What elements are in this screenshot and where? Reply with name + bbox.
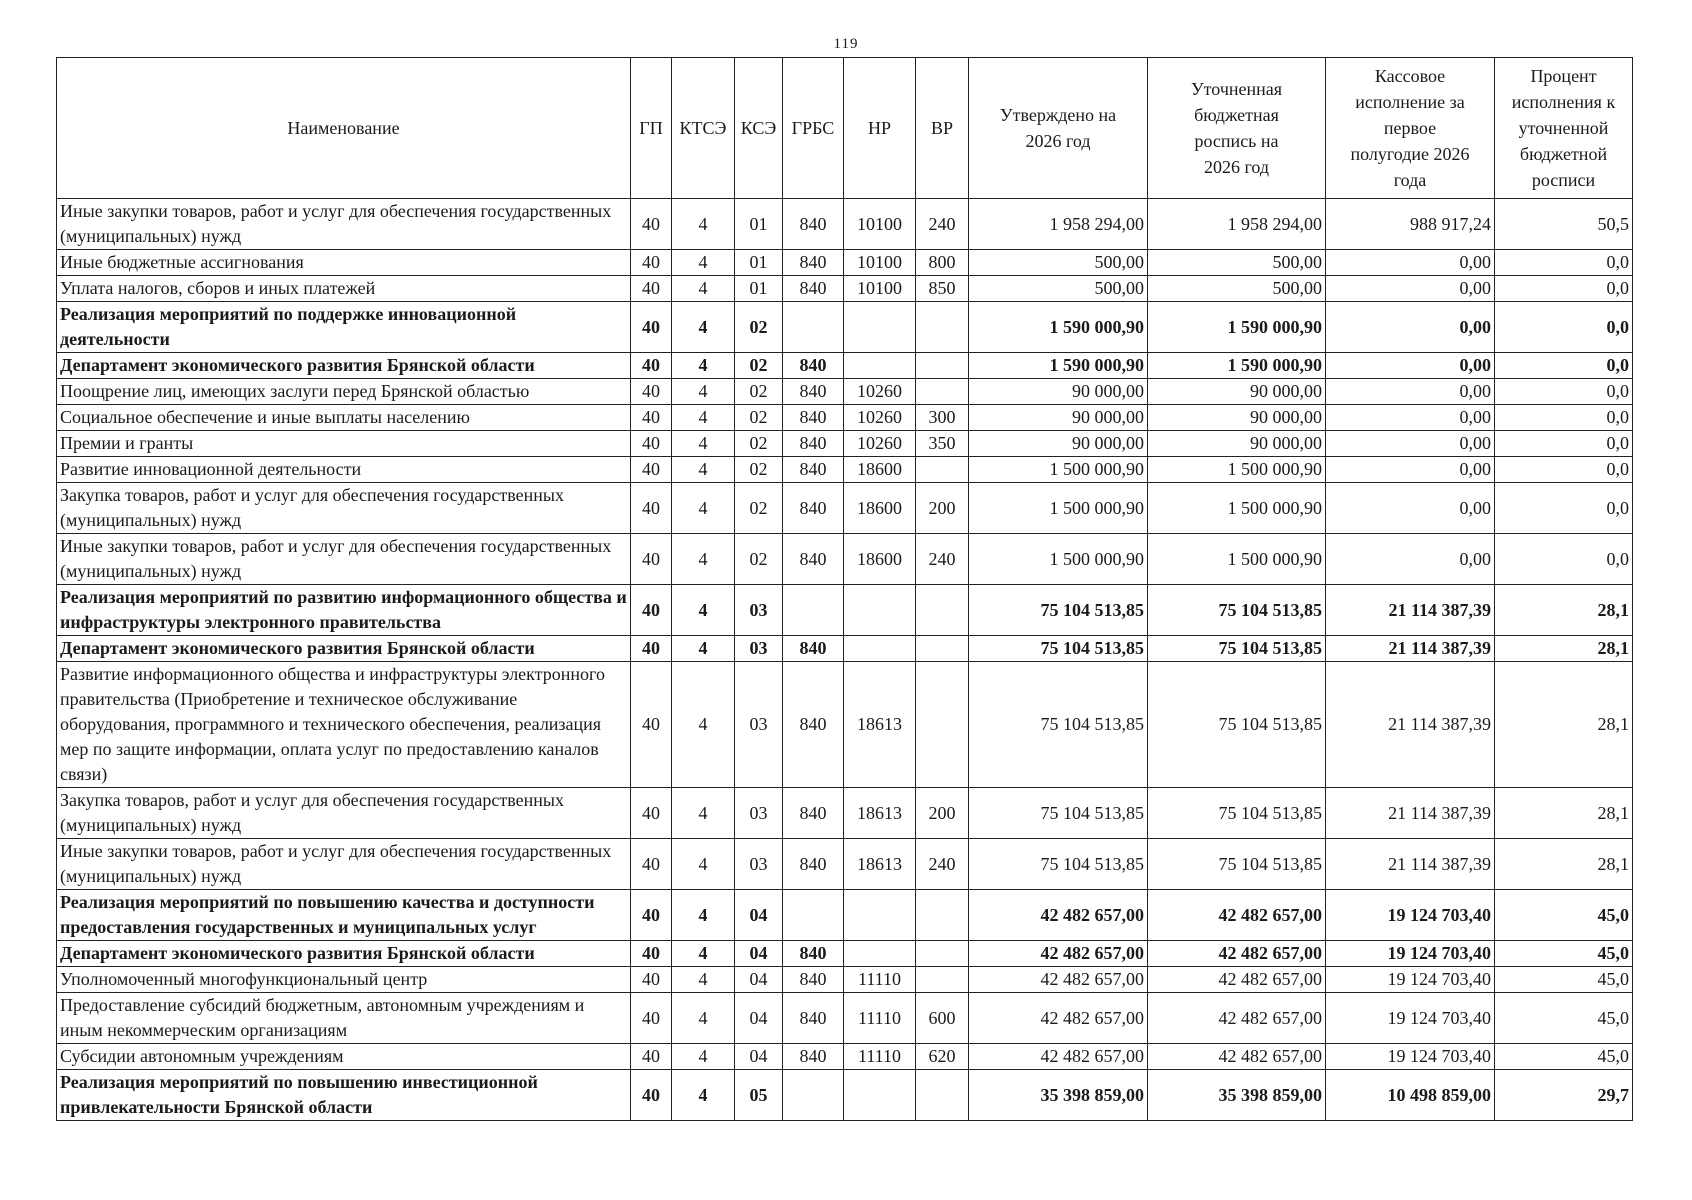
cell-approved: 90 000,00 [969,379,1148,405]
table-row [57,405,1633,431]
cell-kse: 02 [735,379,783,405]
cell-refined: 1 500 000,90 [1148,534,1326,585]
cell-kse: 04 [735,941,783,967]
table-row [57,302,1633,353]
cell-kse: 04 [735,890,783,941]
table-row [57,941,1633,967]
cell-vr: 620 [916,1044,969,1070]
cell-ktse: 4 [672,483,735,534]
cell-cash: 21 114 387,39 [1326,662,1495,788]
header-cash: Кассовое исполнение за первое полугодие 2026 года [1326,58,1495,199]
cell-percent: 28,1 [1495,636,1633,662]
cell-approved: 1 590 000,90 [969,353,1148,379]
cell-name: Развитие инновационной деятельности [57,457,631,483]
cell-vr [916,379,969,405]
cell-approved: 500,00 [969,250,1148,276]
cell-nr: 18600 [844,483,916,534]
cell-name: Поощрение лиц, имеющих заслуги перед Брянской областью [57,379,631,405]
cell-kse: 04 [735,967,783,993]
cell-approved: 1 958 294,00 [969,199,1148,250]
cell-kse: 02 [735,302,783,353]
cell-kse: 03 [735,839,783,890]
cell-ktse: 4 [672,1070,735,1121]
cell-kse: 01 [735,199,783,250]
cell-approved: 42 482 657,00 [969,941,1148,967]
cell-nr [844,941,916,967]
cell-grbs [783,890,844,941]
cell-cash: 0,00 [1326,276,1495,302]
cell-ktse: 4 [672,302,735,353]
cell-percent: 45,0 [1495,967,1633,993]
cell-name: Развитие информационного общества и инфраструктуры электронного правительства (Приобретение и техническое обслуживание оборудования, программного и технического обеспечения, реализация мер по защите информации, оплата услуг по предоставлению каналов связи) [57,662,631,788]
cell-nr: 11110 [844,1044,916,1070]
cell-grbs: 840 [783,353,844,379]
cell-gp: 40 [631,457,672,483]
cell-name: Субсидии автономным учреждениям [57,1044,631,1070]
cell-approved: 42 482 657,00 [969,1044,1148,1070]
table-row [57,993,1633,1044]
cell-percent: 0,0 [1495,276,1633,302]
cell-cash: 0,00 [1326,353,1495,379]
cell-nr: 10100 [844,199,916,250]
cell-gp: 40 [631,662,672,788]
cell-grbs: 840 [783,662,844,788]
cell-name: Иные закупки товаров, работ и услуг для обеспечения государственных (муниципальных) нужд [57,839,631,890]
cell-approved: 75 104 513,85 [969,662,1148,788]
budget-table [56,57,1633,1121]
table-row [57,199,1633,250]
cell-nr [844,890,916,941]
table-row [57,788,1633,839]
cell-cash: 19 124 703,40 [1326,1044,1495,1070]
header-percent: Процент исполнения к уточненной бюджетной росписи [1495,58,1633,199]
cell-approved: 90 000,00 [969,431,1148,457]
cell-vr: 300 [916,405,969,431]
cell-vr [916,585,969,636]
cell-gp: 40 [631,890,672,941]
cell-kse: 03 [735,636,783,662]
cell-approved: 1 500 000,90 [969,534,1148,585]
cell-refined: 75 104 513,85 [1148,636,1326,662]
cell-percent: 50,5 [1495,199,1633,250]
cell-percent: 29,7 [1495,1070,1633,1121]
cell-name: Уполномоченный многофункциональный центр [57,967,631,993]
cell-percent: 0,0 [1495,405,1633,431]
cell-approved: 42 482 657,00 [969,967,1148,993]
table-row [57,1070,1633,1121]
cell-refined: 500,00 [1148,250,1326,276]
cell-kse: 01 [735,276,783,302]
cell-kse: 02 [735,483,783,534]
cell-grbs: 840 [783,250,844,276]
header-grbs: ГРБС [783,58,844,199]
cell-grbs [783,302,844,353]
table-row [57,967,1633,993]
page-number: 119 [833,36,859,52]
cell-kse: 03 [735,585,783,636]
table-row [57,839,1633,890]
cell-approved: 75 104 513,85 [969,636,1148,662]
cell-gp: 40 [631,405,672,431]
cell-nr [844,585,916,636]
cell-vr [916,941,969,967]
cell-nr [844,353,916,379]
cell-approved: 1 590 000,90 [969,302,1148,353]
cell-approved: 35 398 859,00 [969,1070,1148,1121]
cell-cash: 21 114 387,39 [1326,788,1495,839]
cell-vr: 850 [916,276,969,302]
cell-ktse: 4 [672,636,735,662]
table-row [57,483,1633,534]
header-approved: Утверждено на 2026 год [969,58,1148,199]
cell-ktse: 4 [672,457,735,483]
cell-cash: 0,00 [1326,431,1495,457]
cell-name: Премии и гранты [57,431,631,457]
cell-grbs: 840 [783,276,844,302]
cell-vr [916,890,969,941]
cell-ktse: 4 [672,199,735,250]
cell-ktse: 4 [672,662,735,788]
cell-name: Департамент экономического развития Брянской области [57,353,631,379]
cell-cash: 0,00 [1326,483,1495,534]
cell-refined: 1 590 000,90 [1148,353,1326,379]
cell-grbs: 840 [783,967,844,993]
cell-name: Закупка товаров, работ и услуг для обеспечения государственных (муниципальных) нужд [57,483,631,534]
cell-vr [916,353,969,379]
cell-gp: 40 [631,967,672,993]
cell-kse: 04 [735,1044,783,1070]
cell-nr: 10260 [844,379,916,405]
cell-grbs: 840 [783,941,844,967]
cell-name: Реализация мероприятий по развитию информационного общества и инфраструктуры электронного правительства [57,585,631,636]
cell-cash: 0,00 [1326,405,1495,431]
cell-approved: 1 500 000,90 [969,457,1148,483]
cell-ktse: 4 [672,353,735,379]
cell-vr: 240 [916,839,969,890]
cell-nr: 10100 [844,250,916,276]
cell-kse: 02 [735,405,783,431]
cell-ktse: 4 [672,1044,735,1070]
cell-approved: 1 500 000,90 [969,483,1148,534]
header-kse: КСЭ [735,58,783,199]
cell-ktse: 4 [672,250,735,276]
table-row [57,431,1633,457]
cell-grbs: 840 [783,379,844,405]
cell-gp: 40 [631,353,672,379]
cell-kse: 02 [735,353,783,379]
cell-ktse: 4 [672,276,735,302]
header-nr: НР [844,58,916,199]
cell-grbs: 840 [783,636,844,662]
cell-nr: 18600 [844,457,916,483]
cell-percent: 45,0 [1495,993,1633,1044]
cell-kse: 01 [735,250,783,276]
cell-gp: 40 [631,483,672,534]
cell-percent: 0,0 [1495,534,1633,585]
cell-refined: 90 000,00 [1148,431,1326,457]
cell-grbs [783,1070,844,1121]
cell-cash: 10 498 859,00 [1326,1070,1495,1121]
cell-gp: 40 [631,839,672,890]
cell-cash: 0,00 [1326,302,1495,353]
cell-ktse: 4 [672,941,735,967]
cell-refined: 42 482 657,00 [1148,941,1326,967]
cell-ktse: 4 [672,967,735,993]
cell-gp: 40 [631,636,672,662]
cell-approved: 42 482 657,00 [969,993,1148,1044]
cell-vr: 240 [916,199,969,250]
cell-name: Иные закупки товаров, работ и услуг для обеспечения государственных (муниципальных) нужд [57,534,631,585]
cell-percent: 0,0 [1495,353,1633,379]
cell-grbs: 840 [783,405,844,431]
cell-name: Департамент экономического развития Брянской области [57,941,631,967]
cell-nr [844,1070,916,1121]
cell-refined: 42 482 657,00 [1148,890,1326,941]
table-row [57,534,1633,585]
cell-gp: 40 [631,302,672,353]
cell-approved: 42 482 657,00 [969,890,1148,941]
cell-grbs: 840 [783,993,844,1044]
cell-vr [916,457,969,483]
cell-grbs: 840 [783,788,844,839]
cell-approved: 75 104 513,85 [969,788,1148,839]
table-row [57,276,1633,302]
cell-nr: 11110 [844,967,916,993]
cell-refined: 35 398 859,00 [1148,1070,1326,1121]
cell-refined: 75 104 513,85 [1148,788,1326,839]
cell-kse: 03 [735,788,783,839]
cell-gp: 40 [631,993,672,1044]
cell-ktse: 4 [672,405,735,431]
cell-ktse: 4 [672,993,735,1044]
table-row [57,1044,1633,1070]
table-row [57,636,1633,662]
cell-ktse: 4 [672,890,735,941]
cell-refined: 90 000,00 [1148,405,1326,431]
cell-kse: 04 [735,993,783,1044]
cell-vr [916,967,969,993]
cell-ktse: 4 [672,788,735,839]
cell-approved: 75 104 513,85 [969,585,1148,636]
cell-approved: 500,00 [969,276,1148,302]
cell-name: Иные закупки товаров, работ и услуг для обеспечения государственных (муниципальных) нужд [57,199,631,250]
cell-cash: 21 114 387,39 [1326,585,1495,636]
cell-grbs: 840 [783,534,844,585]
cell-refined: 1 590 000,90 [1148,302,1326,353]
cell-name: Закупка товаров, работ и услуг для обеспечения государственных (муниципальных) нужд [57,788,631,839]
cell-refined: 75 104 513,85 [1148,585,1326,636]
cell-nr: 11110 [844,993,916,1044]
cell-vr: 200 [916,788,969,839]
cell-gp: 40 [631,941,672,967]
header-name: Наименование [57,58,631,199]
cell-cash: 21 114 387,39 [1326,636,1495,662]
cell-approved: 90 000,00 [969,405,1148,431]
cell-name: Реализация мероприятий по повышению качества и доступности предоставления государственных и муниципальных услуг [57,890,631,941]
cell-vr: 350 [916,431,969,457]
cell-grbs: 840 [783,199,844,250]
table-row [57,457,1633,483]
cell-gp: 40 [631,250,672,276]
header-ktse: КТСЭ [672,58,735,199]
cell-nr: 10260 [844,431,916,457]
cell-percent: 45,0 [1495,1044,1633,1070]
cell-percent: 28,1 [1495,662,1633,788]
cell-percent: 0,0 [1495,483,1633,534]
cell-percent: 45,0 [1495,890,1633,941]
cell-percent: 0,0 [1495,250,1633,276]
cell-gp: 40 [631,585,672,636]
cell-refined: 75 104 513,85 [1148,839,1326,890]
cell-ktse: 4 [672,379,735,405]
table-body [57,199,1633,1121]
cell-gp: 40 [631,788,672,839]
cell-kse: 02 [735,431,783,457]
cell-nr [844,636,916,662]
cell-name: Предоставление субсидий бюджетным, автономным учреждениям и иным некоммерческим организациям [57,993,631,1044]
header-vr: ВР [916,58,969,199]
cell-percent: 28,1 [1495,585,1633,636]
cell-percent: 0,0 [1495,379,1633,405]
cell-nr: 18613 [844,839,916,890]
cell-kse: 02 [735,457,783,483]
cell-cash: 0,00 [1326,534,1495,585]
cell-refined: 42 482 657,00 [1148,993,1326,1044]
cell-gp: 40 [631,431,672,457]
cell-cash: 0,00 [1326,457,1495,483]
cell-ktse: 4 [672,839,735,890]
cell-cash: 19 124 703,40 [1326,967,1495,993]
cell-refined: 75 104 513,85 [1148,662,1326,788]
cell-gp: 40 [631,1044,672,1070]
cell-vr: 800 [916,250,969,276]
cell-gp: 40 [631,276,672,302]
cell-ktse: 4 [672,431,735,457]
cell-grbs: 840 [783,839,844,890]
cell-gp: 40 [631,534,672,585]
cell-percent: 28,1 [1495,839,1633,890]
cell-name: Реализация мероприятий по поддержке инновационной деятельности [57,302,631,353]
cell-nr: 18613 [844,788,916,839]
cell-refined: 1 958 294,00 [1148,199,1326,250]
cell-kse: 03 [735,662,783,788]
cell-name: Реализация мероприятий по повышению инвестиционной привлекательности Брянской области [57,1070,631,1121]
cell-percent: 0,0 [1495,302,1633,353]
cell-refined: 1 500 000,90 [1148,483,1326,534]
cell-name: Социальное обеспечение и иные выплаты населению [57,405,631,431]
cell-name: Иные бюджетные ассигнования [57,250,631,276]
table-row [57,585,1633,636]
cell-nr: 18613 [844,662,916,788]
header-refined: Уточненная бюджетная роспись на 2026 год [1148,58,1326,199]
cell-grbs: 840 [783,431,844,457]
cell-gp: 40 [631,379,672,405]
cell-refined: 500,00 [1148,276,1326,302]
cell-cash: 988 917,24 [1326,199,1495,250]
cell-nr: 10260 [844,405,916,431]
cell-refined: 42 482 657,00 [1148,1044,1326,1070]
cell-kse: 02 [735,534,783,585]
cell-cash: 0,00 [1326,379,1495,405]
cell-vr: 200 [916,483,969,534]
cell-ktse: 4 [672,534,735,585]
table-header-row [57,58,1633,199]
table-row [57,890,1633,941]
cell-nr: 10100 [844,276,916,302]
cell-vr: 600 [916,993,969,1044]
cell-name: Департамент экономического развития Брянской области [57,636,631,662]
cell-grbs [783,585,844,636]
cell-vr [916,662,969,788]
cell-vr [916,1070,969,1121]
table-row [57,250,1633,276]
cell-name: Уплата налогов, сборов и иных платежей [57,276,631,302]
cell-percent: 28,1 [1495,788,1633,839]
cell-gp: 40 [631,1070,672,1121]
cell-cash: 21 114 387,39 [1326,839,1495,890]
cell-vr [916,302,969,353]
cell-cash: 19 124 703,40 [1326,941,1495,967]
cell-grbs: 840 [783,1044,844,1070]
cell-nr [844,302,916,353]
cell-refined: 90 000,00 [1148,379,1326,405]
cell-cash: 0,00 [1326,250,1495,276]
cell-cash: 19 124 703,40 [1326,993,1495,1044]
cell-grbs: 840 [783,483,844,534]
cell-percent: 0,0 [1495,431,1633,457]
cell-gp: 40 [631,199,672,250]
table-row [57,353,1633,379]
table-row [57,662,1633,788]
cell-vr [916,636,969,662]
cell-kse: 05 [735,1070,783,1121]
cell-refined: 42 482 657,00 [1148,967,1326,993]
cell-nr: 18600 [844,534,916,585]
header-gp: ГП [631,58,672,199]
cell-refined: 1 500 000,90 [1148,457,1326,483]
cell-percent: 45,0 [1495,941,1633,967]
cell-grbs: 840 [783,457,844,483]
cell-vr: 240 [916,534,969,585]
cell-ktse: 4 [672,585,735,636]
cell-approved: 75 104 513,85 [969,839,1148,890]
cell-cash: 19 124 703,40 [1326,890,1495,941]
cell-percent: 0,0 [1495,457,1633,483]
table-row [57,379,1633,405]
